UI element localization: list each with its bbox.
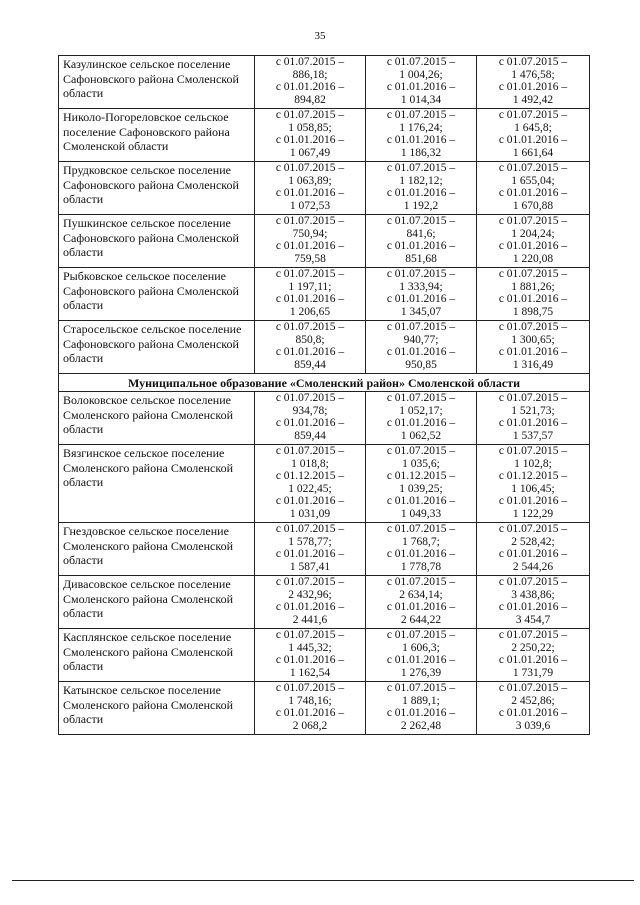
- rate-line: с 01.07.2015 –: [386, 162, 456, 174]
- rate-line: 2 262,48: [400, 719, 442, 732]
- rate-line: 3 438,86;: [511, 588, 555, 601]
- rate-line: с 01.01.2016 –: [498, 417, 568, 429]
- rate-cell-1: [255, 56, 366, 109]
- rate-line: 1 778,78: [400, 560, 442, 573]
- rate-line: с 01.07.2015 –: [386, 56, 456, 68]
- rate-cell-1: [255, 682, 366, 735]
- rate-line: 3 039,6: [515, 719, 551, 732]
- rate-line: с 01.07.2015 –: [498, 576, 568, 588]
- settlement-name: Дивасовское сельское поселение Смоленского района Смоленской области: [59, 576, 255, 629]
- settlement-name: Николо-Погореловское сельское поселение Сафоновского района Смоленской области: [59, 109, 255, 162]
- rate-line: 759,58: [294, 252, 326, 265]
- rate-line: 2 544,26: [512, 560, 554, 573]
- rate-line: 1 039,25;: [399, 482, 443, 495]
- rate-line: 1 072,53: [289, 199, 331, 212]
- rate-line: с 01.01.2016 –: [386, 417, 456, 429]
- rate-line: 1 655,04;: [511, 174, 555, 187]
- rate-line: с 01.07.2015 –: [386, 576, 456, 588]
- rate-line: с 01.01.2016 –: [275, 81, 345, 93]
- rate-line: с 01.07.2015 –: [275, 629, 345, 641]
- rate-line: с 01.01.2016 –: [498, 81, 568, 93]
- rate-cell-1: [255, 268, 366, 321]
- rate-line: 1 476,58;: [511, 68, 555, 81]
- rate-line: 950,85: [405, 358, 437, 371]
- rate-line: с 01.07.2015 –: [386, 109, 456, 121]
- rate-cell-3: [477, 56, 590, 109]
- rate-line: с 01.07.2015 –: [386, 392, 456, 404]
- rate-line: с 01.01.2016 –: [275, 293, 345, 305]
- rate-line: с 01.07.2015 –: [275, 109, 345, 121]
- rate-line: 1 276,39: [400, 666, 442, 679]
- footer-rule: [12, 880, 634, 881]
- rate-line: 3 454,7: [515, 613, 551, 626]
- rate-line: с 01.01.2016 –: [386, 548, 456, 560]
- rate-line: с 01.01.2016 –: [386, 187, 456, 199]
- rate-line: 1 731,79: [512, 666, 554, 679]
- rate-line: 1 058,85;: [288, 121, 332, 134]
- rate-line: 1 182,12;: [399, 174, 443, 187]
- rate-cell-3: [477, 629, 590, 682]
- rate-cell-1: [255, 523, 366, 576]
- rate-cell-1: [255, 392, 366, 445]
- rate-line: 1 537,57: [512, 429, 554, 442]
- settlement-name: Волоковское сельское поселение Смоленского района Смоленской области: [59, 392, 255, 445]
- table-row: [59, 215, 590, 268]
- rate-line: 1 881,26;: [511, 280, 555, 293]
- rate-line: 1 333,94;: [399, 280, 443, 293]
- table-row: [59, 162, 590, 215]
- rate-line: с 01.01.2016 –: [275, 495, 345, 507]
- rate-line: с 01.07.2015 –: [498, 629, 568, 641]
- rate-cell-3: [477, 321, 590, 374]
- rate-cell-1: [255, 629, 366, 682]
- rate-cell-2: [366, 392, 477, 445]
- settlement-name: Старосельское сельское поселение Сафоновского района Смоленской области: [59, 321, 255, 374]
- rate-line: с 01.07.2015 –: [386, 445, 456, 457]
- table-row: [59, 56, 590, 109]
- rate-line: с 01.07.2015 –: [275, 523, 345, 535]
- rate-line: с 01.01.2016 –: [275, 187, 345, 199]
- rate-line: с 01.07.2015 –: [498, 109, 568, 121]
- rate-cell-3: [477, 445, 590, 523]
- rate-line: с 01.07.2015 –: [498, 445, 568, 457]
- rate-line: 2 528,42;: [511, 535, 555, 548]
- rate-line: 750,94;: [292, 227, 328, 240]
- rate-line: 1 220,08: [512, 252, 554, 265]
- rate-line: с 01.01.2016 –: [386, 81, 456, 93]
- rate-line: 940,77;: [403, 333, 439, 346]
- rate-line: с 01.07.2015 –: [386, 682, 456, 694]
- rate-line: 1 521,73;: [511, 404, 555, 417]
- rate-cell-3: [477, 682, 590, 735]
- rate-line: с 01.07.2015 –: [386, 629, 456, 641]
- rate-line: 1 035,6;: [402, 457, 440, 470]
- rate-line: с 01.01.2016 –: [498, 293, 568, 305]
- rate-line: с 01.01.2016 –: [386, 240, 456, 252]
- rate-line: 1 197,11;: [288, 280, 332, 293]
- rate-cell-3: [477, 268, 590, 321]
- table-row: [59, 576, 590, 629]
- rate-cell-3: [477, 392, 590, 445]
- rate-line: 850,8;: [295, 333, 325, 346]
- rate-cell-1: [255, 109, 366, 162]
- rate-line: 1 176,24;: [399, 121, 443, 134]
- rate-cell-2: [366, 268, 477, 321]
- rate-line: с 01.07.2015 –: [275, 392, 345, 404]
- tariff-table: [58, 55, 590, 735]
- settlement-name: Пушкинское сельское поселение Сафоновского района Смоленской области: [59, 215, 255, 268]
- rate-line: с 01.07.2015 –: [498, 268, 568, 280]
- rate-line: с 01.07.2015 –: [275, 162, 345, 174]
- table-row: [59, 445, 590, 523]
- section-title: Муниципальное образование «Смоленский район» Смоленской области: [59, 374, 590, 392]
- rate-line: с 01.01.2016 –: [386, 601, 456, 613]
- rate-line: 1 063,89;: [288, 174, 332, 187]
- settlement-name: Рыбковское сельское поселение Сафоновского района Смоленской области: [59, 268, 255, 321]
- rate-line: 859,44: [294, 358, 326, 371]
- rate-line: с 01.01.2016 –: [386, 495, 456, 507]
- rate-line: 894,82: [294, 93, 326, 106]
- rate-line: 2 432,96;: [288, 588, 332, 601]
- rate-line: с 01.01.2016 –: [386, 293, 456, 305]
- rate-line: 1 316,49: [512, 358, 554, 371]
- rate-line: с 01.01.2016 –: [275, 346, 345, 358]
- rate-cell-2: [366, 109, 477, 162]
- rate-line: с 01.01.2016 –: [386, 654, 456, 666]
- rate-line: 1 345,07: [400, 305, 442, 318]
- rate-line: 2 250,22;: [511, 641, 555, 654]
- rate-line: с 01.07.2015 –: [498, 682, 568, 694]
- table-row: [59, 682, 590, 735]
- rate-line: с 01.01.2016 –: [498, 707, 568, 719]
- rate-line: с 01.01.2016 –: [498, 187, 568, 199]
- rate-line: с 01.01.2016 –: [386, 134, 456, 146]
- rate-line: с 01.07.2015 –: [498, 321, 568, 333]
- rate-line: 1 889,1;: [402, 694, 440, 707]
- rate-line: с 01.07.2015 –: [386, 268, 456, 280]
- rate-line: 1 052,17;: [399, 404, 443, 417]
- rate-line: 1 122,29: [512, 507, 554, 520]
- rate-line: с 01.01.2016 –: [498, 601, 568, 613]
- table-row: [59, 629, 590, 682]
- rate-cell-2: [366, 576, 477, 629]
- rate-line: 1 661,64: [512, 146, 554, 159]
- rate-line: с 01.01.2016 –: [498, 495, 568, 507]
- rate-line: 2 644,22: [400, 613, 442, 626]
- rate-line: 1 204,24;: [511, 227, 555, 240]
- rate-cell-2: [366, 682, 477, 735]
- rate-cell-2: [366, 445, 477, 523]
- rate-cell-1: [255, 162, 366, 215]
- rate-cell-3: [477, 162, 590, 215]
- rate-line: 1 606,3;: [402, 641, 440, 654]
- rate-cell-3: [477, 523, 590, 576]
- rate-line: 934,78;: [292, 404, 328, 417]
- rate-line: 841,6;: [406, 227, 436, 240]
- rate-cell-1: [255, 215, 366, 268]
- rate-cell-1: [255, 321, 366, 374]
- rate-cell-2: [366, 321, 477, 374]
- rate-cell-2: [366, 162, 477, 215]
- rate-line: 2 452,86;: [511, 694, 555, 707]
- rate-line: 1 645,8;: [514, 121, 552, 134]
- rate-line: 1 578,77;: [288, 535, 332, 548]
- rate-line: с 01.07.2015 –: [275, 56, 345, 68]
- rate-line: 2 441,6: [292, 613, 328, 626]
- section-header-row: [59, 374, 590, 392]
- rate-line: с 01.07.2015 –: [386, 215, 456, 227]
- rate-line: с 01.01.2016 –: [275, 240, 345, 252]
- rate-line: с 01.07.2015 –: [275, 268, 345, 280]
- rate-line: 1 102,8;: [514, 457, 552, 470]
- rate-line: 1 206,65: [289, 305, 331, 318]
- rate-line: с 01.07.2015 –: [275, 321, 345, 333]
- settlement-name: Казулинское сельское поселение Сафоновского района Смоленской области: [59, 56, 255, 109]
- rate-line: с 01.01.2016 –: [498, 134, 568, 146]
- rate-line: с 01.07.2015 –: [498, 523, 568, 535]
- rate-line: с 01.07.2015 –: [498, 392, 568, 404]
- rate-line: 1 031,09: [289, 507, 331, 520]
- rate-line: с 01.01.2016 –: [275, 134, 345, 146]
- settlement-name: Гнездовское сельское поселение Смоленского района Смоленской области: [59, 523, 255, 576]
- rate-cell-3: [477, 215, 590, 268]
- rate-line: 1 768,7;: [402, 535, 440, 548]
- rate-line: 1 186,32: [400, 146, 442, 159]
- settlement-name: Вязгинское сельское поселение Смоленского района Смоленской области: [59, 445, 255, 523]
- rate-cell-1: [255, 445, 366, 523]
- settlement-name: Катынское сельское поселение Смоленского района Смоленской области: [59, 682, 255, 735]
- table-row: [59, 321, 590, 374]
- rate-line: 1 670,88: [512, 199, 554, 212]
- rate-line: 1 445,32;: [288, 641, 332, 654]
- table-row: [59, 268, 590, 321]
- rate-line: с 01.01.2016 –: [498, 346, 568, 358]
- rate-cell-2: [366, 629, 477, 682]
- rate-line: 1 587,41: [289, 560, 331, 573]
- rate-line: 1 492,42: [512, 93, 554, 106]
- rate-line: 851,68: [405, 252, 437, 265]
- rate-line: с 01.07.2015 –: [386, 523, 456, 535]
- rate-line: с 01.07.2015 –: [275, 576, 345, 588]
- table-row: [59, 392, 590, 445]
- rate-line: 1 748,16;: [288, 694, 332, 707]
- rate-line: 1 004,26;: [399, 68, 443, 81]
- rate-line: 859,44: [294, 429, 326, 442]
- rate-line: 2 634,14;: [399, 588, 443, 601]
- rate-line: с 01.01.2016 –: [498, 548, 568, 560]
- rate-line: 1 014,34: [400, 93, 442, 106]
- rate-line: с 01.01.2016 –: [386, 346, 456, 358]
- rate-line: с 01.01.2016 –: [498, 654, 568, 666]
- rate-cell-2: [366, 215, 477, 268]
- rate-line: с 01.07.2015 –: [498, 215, 568, 227]
- rate-line: 1 106,45;: [511, 482, 555, 495]
- rate-line: 1 162,54: [289, 666, 331, 679]
- rate-cell-1: [255, 576, 366, 629]
- settlement-name: Касплянское сельское поселение Смоленского района Смоленской области: [59, 629, 255, 682]
- rate-line: с 01.01.2016 –: [275, 707, 345, 719]
- rate-line: 1 067,49: [289, 146, 331, 159]
- rate-line: с 01.07.2015 –: [498, 56, 568, 68]
- rate-cell-3: [477, 109, 590, 162]
- table-row: [59, 109, 590, 162]
- rate-line: с 01.07.2015 –: [275, 215, 345, 227]
- rate-line: с 01.01.2016 –: [275, 417, 345, 429]
- page-number: 35: [314, 30, 326, 42]
- rate-line: 1 062,52: [400, 429, 442, 442]
- rate-cell-2: [366, 523, 477, 576]
- rate-line: с 01.01.2016 –: [275, 548, 345, 560]
- rate-line: с 01.01.2016 –: [275, 654, 345, 666]
- rate-line: 886,18;: [292, 68, 328, 81]
- rate-line: 1 898,75: [512, 305, 554, 318]
- rate-line: 1 192,2: [403, 199, 439, 212]
- rate-line: с 01.07.2015 –: [275, 445, 345, 457]
- rate-line: 1 022,45;: [288, 482, 332, 495]
- settlement-name: Прудковское сельское поселение Сафоновского района Смоленской области: [59, 162, 255, 215]
- rate-line: с 01.01.2016 –: [386, 707, 456, 719]
- rate-line: 1 049,33: [400, 507, 442, 520]
- rate-line: 1 300,65;: [511, 333, 555, 346]
- rate-line: 2 068,2: [292, 719, 328, 732]
- rate-cell-3: [477, 576, 590, 629]
- rate-line: с 01.01.2016 –: [275, 601, 345, 613]
- rate-cell-2: [366, 56, 477, 109]
- table-row: [59, 523, 590, 576]
- rate-line: с 01.01.2016 –: [498, 240, 568, 252]
- rate-line: 1 018,8;: [291, 457, 329, 470]
- rate-line: с 01.07.2015 –: [386, 321, 456, 333]
- rate-line: с 01.12.2015 –: [498, 470, 568, 482]
- rate-line: с 01.12.2015 –: [275, 470, 345, 482]
- rate-line: с 01.12.2015 –: [386, 470, 456, 482]
- rate-line: с 01.07.2015 –: [498, 162, 568, 174]
- rate-line: с 01.07.2015 –: [275, 682, 345, 694]
